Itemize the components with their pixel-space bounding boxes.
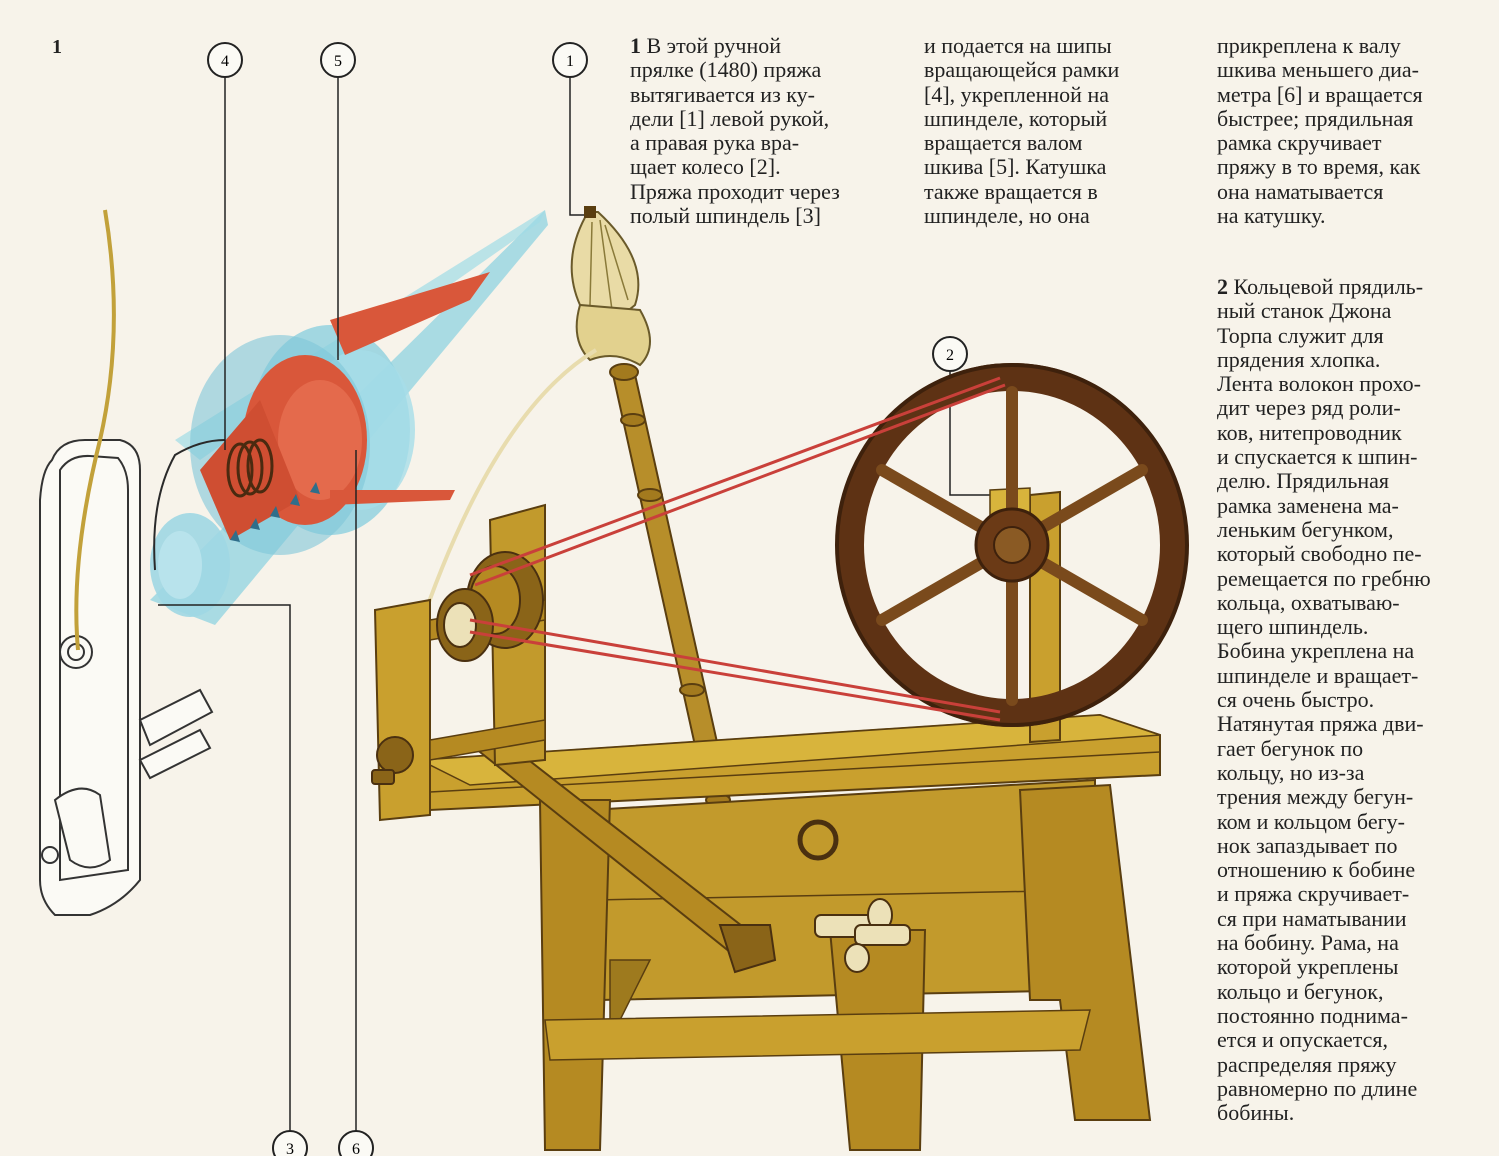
caption-column-3 [1217,34,1487,228]
svg-text:4: 4 [221,53,229,70]
callout-3 [273,1131,307,1156]
caption-column-4 [1217,275,1487,1125]
callout-2 [933,337,967,371]
svg-text:2: 2 [946,347,954,364]
spinning-wheel [372,206,1187,1150]
figure-number: 1 [52,36,62,58]
callout-1 [553,43,587,77]
spindle-mount-outline [40,440,212,915]
svg-text:3: 3 [286,1141,294,1156]
caption-4-text: Кольцевой прядиль- ный станок Джона Торпа служит для прядения хлопка. Лента волокон прохо- дит через ряд роли- ков, нитепроводник и спускается к шпин- делю. Прядильная рамка заменена ма- леньким бегунком, который свободно пе- ремещается по гребню кольца, охватываю- щего шпиндель. Бобина укреплена на шпинделе и вращает- ся очень быстро. Натянутая пряжа дви- гает бегунок по кольцу, но из-за трения между бегун- ком и кольцом бегу- нок запаздывает по отношению к бобине и пряжа скручивает- ся при наматывании на бобину. Рама, на которой укреплены кольцо и бегунок, постоянно поднима- ется и опускается, распределяя пряжу равномерно по длине бобины. [1217,274,1431,1126]
caption-3-text: прикреплена к валу шкива меньшего диа- метра [6] и вращается быстрее; прядильная рамка скручивает пряжу в то время, как она наматывается на катушку. [1217,33,1423,229]
caption-1-number: 1 [630,33,641,58]
caption-column-1 [630,34,910,228]
svg-text:6: 6 [352,1141,360,1156]
svg-text:5: 5 [334,53,342,70]
caption-column-2 [924,34,1194,228]
callout-6 [339,1131,373,1156]
caption-2-text: и подается на шипы вращающейся рамки [4], укрепленной на шпинделе, который вращается валом шкива [5]. Катушка также вращается в шпинделе, но она [924,33,1120,229]
callout-4 [208,43,242,77]
caption-1-text: В этой ручной прялке (1480) пряжа вытягивается из ку- дели [1] левой рукой, а правая рука вра- щает колесо [2]. Пряжа проходит через полый шпиндель [3] [630,33,840,229]
callout-5 [321,43,355,77]
svg-text:1: 1 [566,53,574,70]
caption-4-number: 2 [1217,274,1228,299]
